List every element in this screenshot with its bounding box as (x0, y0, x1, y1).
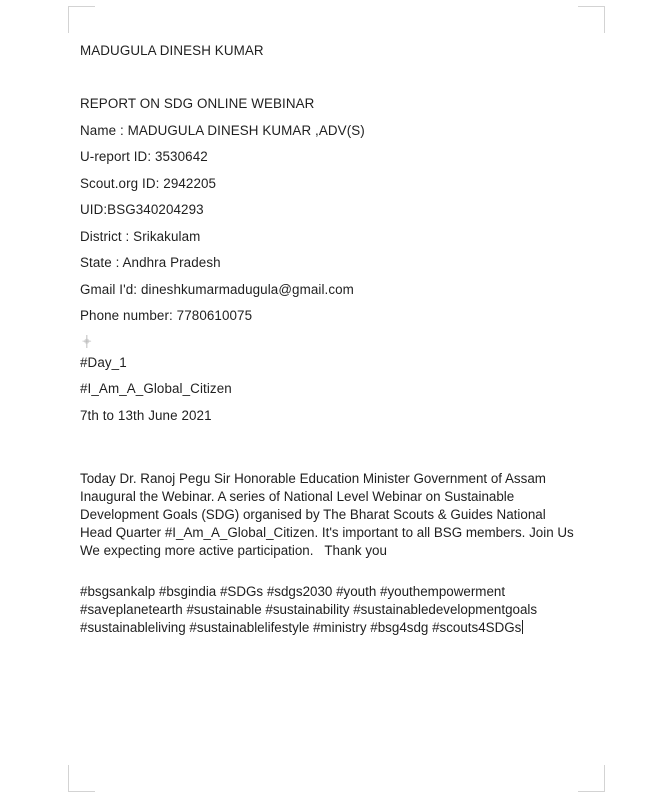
hashtag-text: #bsgsankalp #bsgindia #SDGs #sdgs2030 #youth #youthempowerment #saveplanetearth #sustainable #sustainability #sustainabledevelopmentgoals #sustainableliving #sustainablelifestyle #ministry #bsg4sdg #scouts4SDGs (80, 583, 541, 635)
hashtag-block (80, 583, 580, 638)
crop-mark-bottom-left (68, 765, 95, 792)
crop-mark-bottom-right (578, 765, 605, 792)
report-title: REPORT ON SDG ONLINE WEBINAR (80, 96, 315, 111)
field-phone-number: Phone number: 7780610075 (80, 308, 253, 323)
field-gmail-id: Gmail I'd: dineshkumarmadugula@gmail.com (80, 281, 354, 297)
field-state: State : Andhra Pradesh (80, 255, 221, 270)
tag-global-citizen: #I_Am_A_Global_Citizen (80, 381, 232, 396)
field-ureport-id: U-report ID: 3530642 (80, 149, 208, 164)
header-author-name: MADUGULA DINESH KUMAR (80, 43, 264, 58)
stray-mark-icon (80, 334, 580, 354)
field-uid: UID:BSG340204293 (80, 202, 204, 217)
crop-mark-top-right (578, 6, 605, 33)
field-district: District : Srikakulam (80, 228, 201, 244)
date-range: 7th to 13th June 2021 (80, 407, 212, 423)
tag-day: #Day_1 (80, 354, 127, 370)
text-caret (522, 620, 524, 634)
field-scout-org-id: Scout.org ID: 2942205 (80, 175, 217, 191)
body-paragraph: Today Dr. Ranoj Pegu Sir Honorable Education Minister Government of Assam Inaugural the Webinar. A series of National Level Webinar on Sustainable Development Goals (SDG) organised by The Bharat Scouts & Guides National Head Quarter #I_Am_A_Global_Citizen. It's important to all BSG members. Join Us We expecting more active participation. Thank you (80, 470, 578, 559)
field-name: Name : MADUGULA DINESH KUMAR ,ADV(S) (80, 122, 365, 138)
crop-mark-top-left (68, 6, 95, 33)
document-content (80, 42, 580, 637)
